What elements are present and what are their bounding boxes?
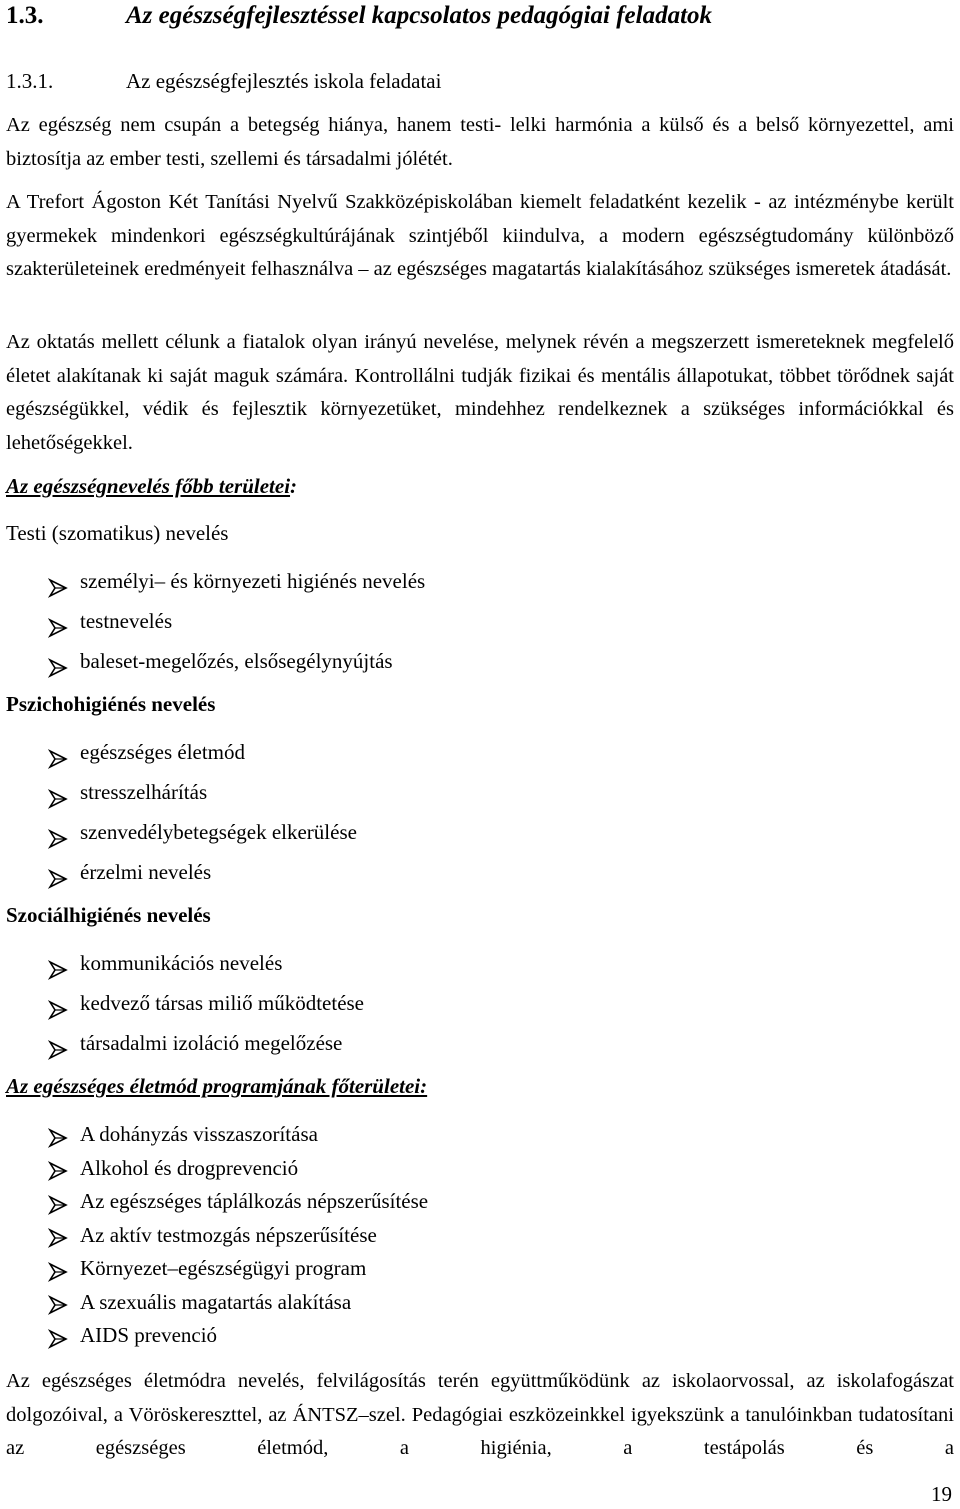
list-item-text: egészséges életmód — [80, 740, 246, 764]
list-item-text: AIDS prevenció — [80, 1323, 218, 1347]
subsection-heading — [6, 69, 441, 94]
section-title-psycho: Pszichohigiénés nevelés — [6, 692, 216, 716]
list-item-text: Az aktív testmozgás népszerűsítése — [80, 1222, 377, 1247]
list-item-text: testnevelés — [80, 609, 173, 633]
section-title: Az egészségfejlesztéssel kapcsolatos pedagógiai feladatok — [126, 2, 713, 29]
list-item-text: A szexuális magatartás alakítása — [80, 1289, 352, 1314]
list-psycho — [48, 737, 357, 897]
list-item — [48, 1252, 428, 1286]
list-item-text: társadalmi izoláció megelőzése — [80, 1031, 343, 1055]
list-item-text: baleset-megelőzés, elsősegélynyújtás — [80, 649, 393, 673]
list-item-text: személyi– és környezeti higiénés nevelés — [80, 569, 426, 593]
arrow-bullet-icon — [48, 576, 68, 596]
list-item — [48, 566, 425, 606]
list-item-text: Alkohol és drogprevenció — [80, 1155, 299, 1180]
list-item — [48, 948, 364, 988]
arrow-bullet-icon — [48, 867, 68, 887]
list-item-text: szenvedélybetegségek elkerülése — [80, 820, 357, 844]
arrow-bullet-icon — [48, 1259, 68, 1279]
list-item — [48, 1286, 428, 1320]
list-item — [48, 646, 425, 686]
list-social — [48, 948, 364, 1068]
arrow-bullet-icon — [48, 1192, 68, 1212]
list-item-text: Környezet–egészségügyi program — [80, 1256, 367, 1280]
list-item — [48, 1028, 364, 1068]
paragraph-education-goals: Az oktatás mellett célunk a fiatalok olyan irányú nevelése, melynek révén a megszerzett ismereteknek megfelelő életet alakítanak ki saját maguk számára. Kontrollálni tudják fizikai és mentális állapotukat, többet törődnek saját egészségükkel, védik és fejlesztik környezetüket, mindehhez rendelkeznek a szükséges információkkal és lehetőségekkel. — [6, 331, 954, 454]
subsection-title: Az egészségfejlesztés iskola feladatai — [126, 69, 442, 93]
list-somatic — [48, 566, 425, 686]
list-program — [48, 1118, 428, 1353]
arrow-bullet-icon — [48, 747, 68, 767]
arrow-bullet-icon — [48, 1125, 68, 1145]
list-item-text: érzelmi nevelés — [80, 860, 212, 884]
paragraph-health-definition: Az egészség nem csupán a betegség hiánya, hanem testi- lelki harmónia a külső és a belső környezettel, ami biztosítja az ember testi, szellemi és társadalmi jólétét. — [6, 114, 954, 170]
program-heading: Az egészséges életmód programjának főterületei: — [6, 1074, 428, 1098]
list-item — [48, 777, 357, 817]
list-item-text: kommunikációs nevelés — [80, 951, 283, 975]
list-item — [48, 1219, 428, 1253]
arrow-bullet-icon — [48, 1292, 68, 1312]
arrow-bullet-icon — [48, 1158, 68, 1178]
list-item — [48, 988, 364, 1028]
list-item — [48, 857, 357, 897]
list-item — [48, 606, 425, 646]
list-item — [48, 737, 357, 777]
list-item — [48, 1152, 428, 1186]
areas-heading-colon: : — [290, 474, 298, 498]
section-heading — [6, 2, 712, 30]
arrow-bullet-icon — [48, 1225, 68, 1245]
arrow-bullet-icon — [48, 827, 68, 847]
arrow-bullet-icon — [48, 1038, 68, 1058]
arrow-bullet-icon — [48, 958, 68, 978]
list-item — [48, 1185, 428, 1219]
arrow-bullet-icon — [48, 656, 68, 676]
areas-heading — [6, 474, 297, 499]
paragraph-closing: Az egészséges életmódra nevelés, felvilágosítás terén együttműködünk az iskolaorvossal, az iskolafogászat dolgozóival, a Vöröskereszttel, az ÁNTSZ–szel. Pedagógiai eszközeinkkel igyekszünk a tanulóinkban tudatosítani az egészséges életmód, a higiénia, a testápolás és a — [6, 1370, 954, 1459]
arrow-bullet-icon — [48, 787, 68, 807]
page-number: 19 — [931, 1482, 952, 1506]
section-title-somatic: Testi (szomatikus) nevelés — [6, 521, 229, 545]
list-item-text: Az egészséges táplálkozás népszerűsítése — [80, 1189, 429, 1213]
areas-heading-text: Az egészségnevelés főbb területei — [6, 474, 291, 498]
paragraph-school-mission: A Trefort Ágoston Két Tanítási Nyelvű Szakközépiskolában kiemelt feladatként kezelik - az intézménybe került gyermekek mindenkori egészségkultúrájának szintjéből kiindulva, a modern egészségtudomány különböző szakterületeinek eredményeit felhasználva – az egészséges magatartás kialakításához szükséges ismeretek átadását. — [6, 191, 954, 280]
arrow-bullet-icon — [48, 616, 68, 636]
section-number: 1.3. — [6, 2, 44, 29]
subsection-number: 1.3.1. — [6, 69, 54, 93]
section-title-social: Szociálhigiénés nevelés — [6, 903, 211, 927]
arrow-bullet-icon — [48, 1326, 68, 1346]
list-item-text: A dohányzás visszaszorítása — [80, 1122, 318, 1146]
list-item — [48, 1319, 428, 1353]
list-item — [48, 817, 357, 857]
list-item — [48, 1118, 428, 1152]
list-item-text: kedvező társas miliő működtetése — [80, 991, 365, 1015]
list-item-text: stresszelhárítás — [80, 780, 208, 804]
arrow-bullet-icon — [48, 998, 68, 1018]
